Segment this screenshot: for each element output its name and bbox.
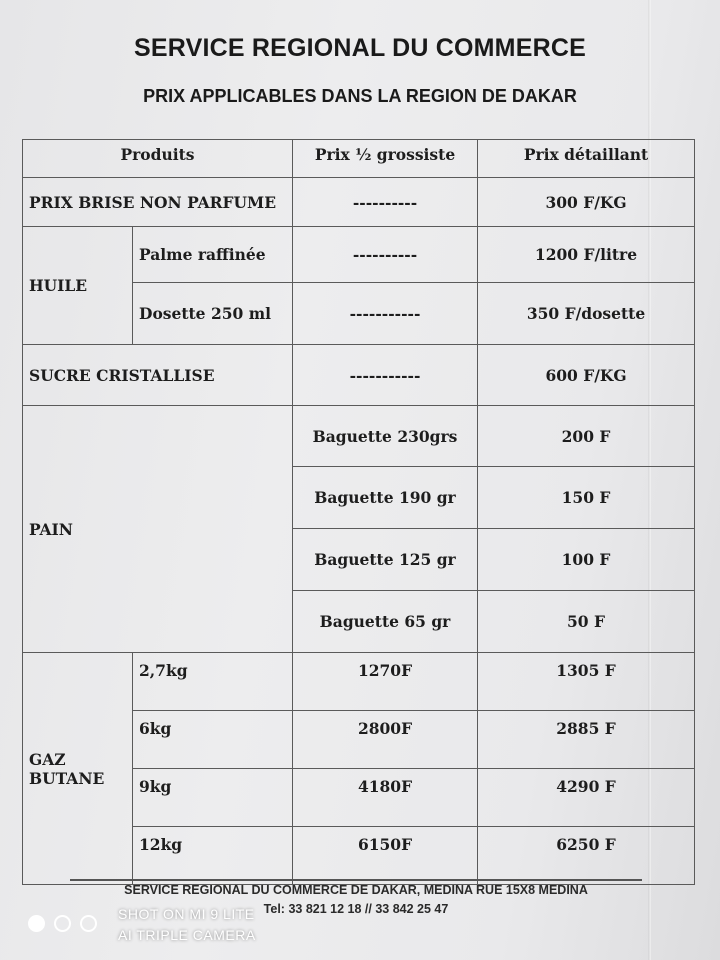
footer-divider	[70, 879, 642, 881]
wholesale-sucre: -----------	[293, 345, 478, 406]
retail-riz: 300 F/KG	[478, 178, 695, 227]
table-row	[23, 227, 695, 283]
page-title: SERVICE REGIONAL DU COMMERCE	[134, 34, 586, 62]
watermark-line1: SHOT ON MI 9 LITE	[118, 906, 255, 922]
table-header-row	[23, 140, 695, 178]
product-gaz-2-7: 2,7kg	[133, 653, 293, 711]
table-row	[23, 178, 695, 227]
wholesale-gaz-9: 4180F	[293, 769, 478, 827]
product-gaz-9: 9kg	[133, 769, 293, 827]
retail-pain-230: 200 F	[478, 406, 695, 467]
product-gaz-12: 12kg	[133, 827, 293, 885]
wholesale-huile-dosette: -----------	[293, 283, 478, 345]
footer-address: SERVICE REGIONAL DU COMMERCE DE DAKAR, MEDINA RUE 15X8 MEDINA	[124, 883, 588, 897]
wholesale-gaz-6: 2800F	[293, 711, 478, 769]
retail-pain-125: 100 F	[478, 529, 695, 591]
watermark-circles-icon	[28, 915, 108, 937]
product-pain-230: Baguette 230grs	[293, 406, 478, 467]
watermark-line2: AI TRIPLE CAMERA	[118, 927, 256, 943]
retail-gaz-12: 6250 F	[478, 827, 695, 885]
retail-pain-190: 150 F	[478, 467, 695, 529]
product-huile-dosette: Dosette 250 ml	[133, 283, 293, 345]
category-pain: PAIN	[23, 406, 293, 653]
page-subtitle: PRIX APPLICABLES DANS LA REGION DE DAKAR	[143, 86, 577, 106]
product-pain-125: Baguette 125 gr	[293, 529, 478, 591]
product-pain-190: Baguette 190 gr	[293, 467, 478, 529]
product-gaz-6: 6kg	[133, 711, 293, 769]
retail-gaz-9: 4290 F	[478, 769, 695, 827]
category-gaz	[23, 653, 133, 885]
table-row	[23, 406, 695, 467]
wholesale-gaz-2-7: 1270F	[293, 653, 478, 711]
product-pain-65: Baguette 65 gr	[293, 591, 478, 653]
category-gaz-line1: GAZ	[29, 749, 66, 769]
retail-sucre: 600 F/KG	[478, 345, 695, 406]
category-huile: HUILE	[23, 227, 133, 345]
wholesale-gaz-12: 6150F	[293, 827, 478, 885]
price-table	[22, 139, 695, 885]
footer-phone: Tel: 33 821 12 18 // 33 842 25 47	[263, 902, 449, 916]
col-header-wholesale: Prix ½ grossiste	[293, 140, 478, 178]
retail-gaz-2-7: 1305 F	[478, 653, 695, 711]
table-row	[23, 653, 695, 711]
retail-huile-palme: 1200 F/litre	[478, 227, 695, 283]
wholesale-riz: ----------	[293, 178, 478, 227]
retail-pain-65: 50 F	[478, 591, 695, 653]
product-huile-palme: Palme raffinée	[133, 227, 293, 283]
retail-huile-dosette: 350 F/dosette	[478, 283, 695, 345]
table-row	[23, 345, 695, 406]
product-riz: PRIX BRISE NON PARFUME	[23, 178, 293, 227]
product-sucre: SUCRE CRISTALLISE	[23, 345, 293, 406]
col-header-retail: Prix détaillant	[478, 140, 695, 178]
category-gaz-line2: BUTANE	[29, 768, 105, 788]
col-header-products: Produits	[23, 140, 293, 178]
retail-gaz-6: 2885 F	[478, 711, 695, 769]
wholesale-huile-palme: ----------	[293, 227, 478, 283]
